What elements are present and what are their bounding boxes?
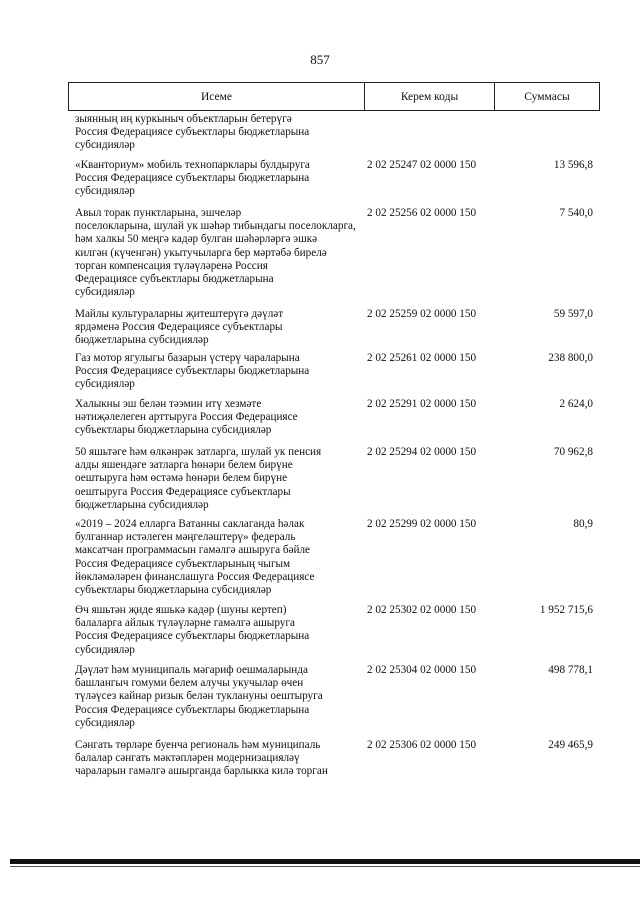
row-name: 50 яшьтәге һәм өлкәнрәк затларга, шулай ук пенсия алды яшендәге затларга һөнәри белем бирүне оештыруга һәм өстәмә һөнәри белем бирүне оештыруга Россия Федерациясе субъектлары бюджетларына субсидияләр — [75, 446, 322, 511]
row-name: Авыл торак пунктларына, эшчеләр поселокларына, шулай ук шәһәр тибындагы поселокларга, һәм халкы 50 меңгә кадәр булган шәһәрләргә эшкә килгән (күченгән) укытучыларга бер мәртәбә бирелә торган компенсация түләүләренә Россия Федерациясе субъектлары бюджетларына субсидияләр — [75, 207, 356, 299]
row-code: 2 02 25256 02 0000 150 — [367, 207, 477, 219]
row-sum: 59 597,0 — [553, 308, 593, 320]
row-code: 2 02 25247 02 0000 150 — [367, 159, 477, 171]
row-name: Өч яшьтән җиде яшькә кадәр (шуны кертеп) балаларга айлык түләүләрне гамәлгә ашыруга Россия Федерациясе субъектлары бюджетларына субсидияләр — [75, 604, 310, 656]
row-name: Халыкны эш белән тәэмин итү хезмәте нәтиҗәлелеген арттыруга Россия Федерациясе субъектлары бюджетларына субсидияләр — [75, 398, 298, 437]
row-name: Газ мотор ягулыгы базарын үстерү чараларына Россия Федерациясе субъектлары бюджетларына субсидияләр — [75, 352, 310, 391]
page-number: 857 — [310, 52, 330, 67]
row-sum: 498 778,1 — [548, 664, 593, 676]
row-sum: 80,9 — [573, 518, 593, 530]
row-code: 2 02 25261 02 0000 150 — [367, 352, 477, 364]
row-name: «Кванториум» мобиль технопарклары булдыруга Россия Федерациясе субъектлары бюджетларына субсидияләр — [75, 159, 310, 198]
row-code: 2 02 25306 02 0000 150 — [367, 739, 477, 751]
row-code: 2 02 25259 02 0000 150 — [367, 308, 477, 320]
row-sum: 2 624,0 — [559, 398, 593, 410]
row-code: 2 02 25302 02 0000 150 — [367, 604, 477, 616]
scan-edge-bar — [10, 859, 640, 864]
row-code: 2 02 25294 02 0000 150 — [367, 446, 477, 458]
row-name: Дәүләт һәм муниципаль мәгариф оешмаларында башлангыч гомуми белем алучы укучылар өчен түләүсез кайнар ризык белән туклануны оештыруга Россия Федерациясе субъектлары бюджетларына субсидияләр — [75, 664, 323, 729]
header-code: Керем коды — [365, 83, 495, 110]
scan-edge-line — [10, 866, 640, 867]
row-sum: 249 465,9 — [548, 739, 593, 751]
row-sum: 70 962,8 — [553, 446, 593, 458]
table-header — [68, 82, 600, 111]
row-code: 2 02 25291 02 0000 150 — [367, 398, 477, 410]
row-name: Сәнгать төрләре буенча региональ һәм муниципаль балалар сәнгать мәктәпләрен модернизацияләү чараларын гамәлгә ашырганда барлыкка килә торган — [75, 739, 328, 778]
row-name: зыянның иң куркыныч объектларын бетерүгә Россия Федерациясе субъектлары бюджетларына субсидияләр — [75, 113, 310, 152]
row-code: 2 02 25304 02 0000 150 — [367, 664, 477, 676]
row-name: Майлы культураларны җитештерүгә дәүләт ярдәменә Россия Федерациясе субъектлары бюджетларына субсидияләр — [75, 308, 284, 347]
row-sum: 13 596,8 — [553, 159, 593, 171]
row-code: 2 02 25299 02 0000 150 — [367, 518, 477, 530]
row-sum: 1 952 715,6 — [539, 604, 593, 616]
header-sum: Суммасы — [524, 90, 570, 103]
row-sum: 238 800,0 — [548, 352, 593, 364]
row-sum: 7 540,0 — [559, 207, 593, 219]
row-name: «2019 – 2024 елларга Ватанны саклаганда һәлак булганнар истәлеген мәңгеләштерү» федераль максатчан программасын гамәлгә ашыруга бәйле Россия Федерациясе субъектларының чыгым йөкләмәләрен финанслашуга Россия Федерациясе субъектлары бюджетларына субсидияләр — [75, 518, 315, 597]
header-name: Исеме — [69, 83, 365, 110]
